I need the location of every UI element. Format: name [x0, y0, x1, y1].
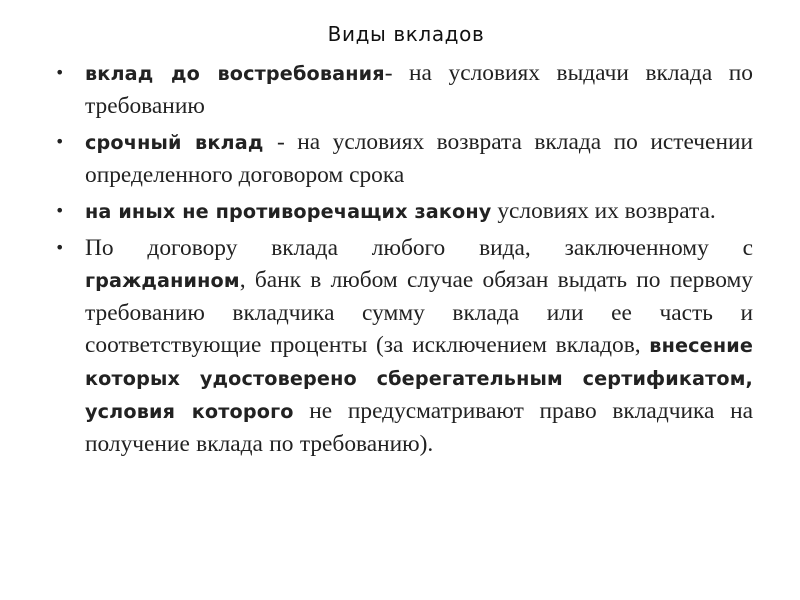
- bullet-icon: •: [55, 132, 65, 151]
- bullet-icon: •: [55, 63, 65, 82]
- term-term-deposit: срочный вклад: [85, 131, 277, 154]
- deposit-types-list: [0, 57, 800, 464]
- list-item-other-conditions: [55, 195, 753, 228]
- definition-text: - на условиях возврата вклада по истечении определенного договором срока: [85, 129, 753, 188]
- definition-text: - на условиях выдачи вклада по требованию: [85, 60, 753, 119]
- bullet-icon: •: [55, 201, 65, 220]
- bullet-icon: •: [55, 238, 65, 257]
- term-demand-deposit: вклад до востребования: [85, 62, 385, 85]
- term-savings-certificate: внесение которых удостоверено сберегательным сертификатом, условия которого: [85, 334, 753, 423]
- term-citizen: гражданином: [85, 269, 240, 292]
- definition-text: условиях их возврата.: [491, 198, 716, 224]
- paragraph-text: По договору вклада любого вида, заключенному с: [85, 235, 753, 261]
- list-item-demand-deposit: [55, 57, 753, 122]
- list-item-citizen-deposit-rule: [55, 232, 753, 460]
- slide-title: Виды вкладов: [327, 22, 485, 46]
- paragraph-text: не предусматривают право вкладчика на получение вклада по требованию).: [85, 398, 753, 457]
- list-item-term-deposit: [55, 126, 753, 191]
- term-other-conditions: на иных не противоречащих закону: [85, 200, 492, 223]
- paragraph-text: , банк в любом случае обязан выдать по первому требованию вкладчика сумму вклада или ее часть и соответствующие проценты (за исключением вкладов,: [85, 267, 753, 358]
